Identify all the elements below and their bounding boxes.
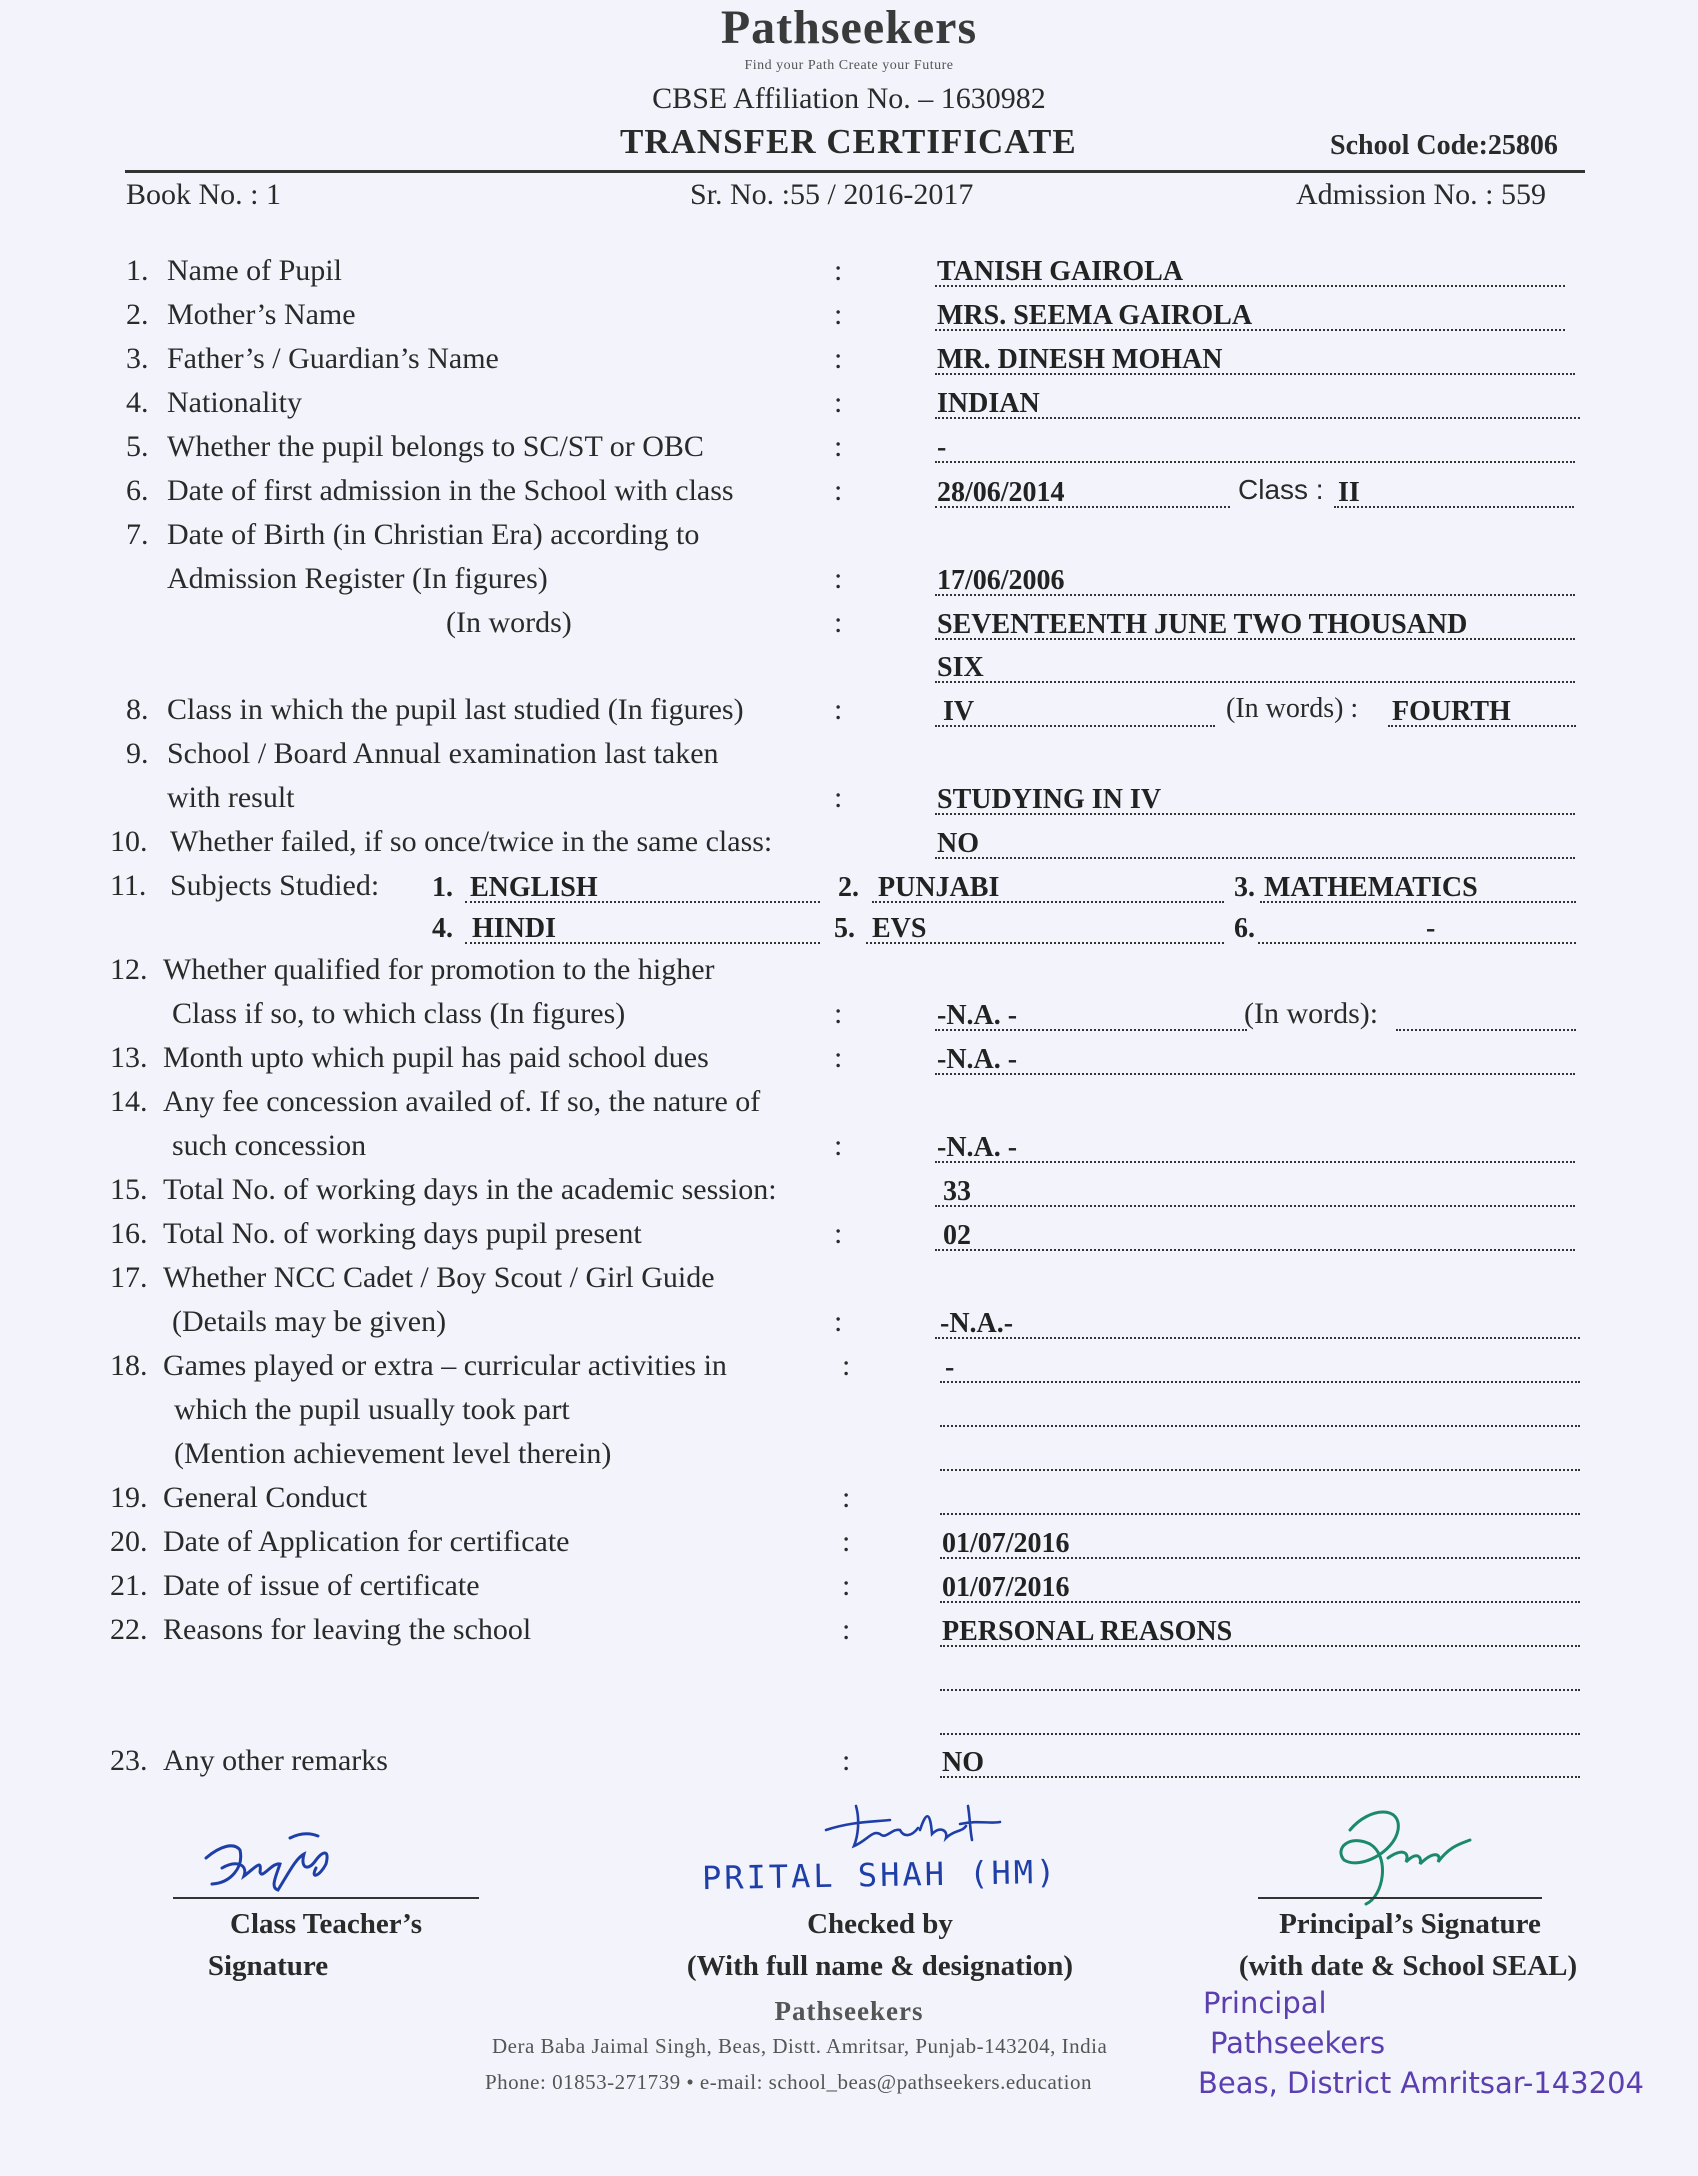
dotted-line [940,1557,1580,1559]
field-number: 18. [110,1349,148,1382]
field-number: 11. [110,869,147,902]
exam-result-value: STUDYING IN IV [937,784,1162,815]
dotted-line [935,813,1575,815]
dob-words-value: SEVENTEENTH JUNE TWO THOUSAND [937,609,1468,640]
colon: : [842,1525,851,1558]
dotted-line [935,1337,1580,1339]
colon: : [842,1744,851,1777]
dotted-line [940,1381,1580,1383]
footer-contact: Phone: 01853-271739 • e-mail: school_beas@pathseekers.education [485,2070,1092,2094]
dotted-line [935,329,1565,331]
class-teacher-caption-line2: Signature [207,1950,329,1982]
mother-name-value: MRS. SEEMA GAIROLA [937,300,1253,331]
class-teacher-caption: Class Teacher’s [230,1908,422,1940]
nationality-value: INDIAN [937,388,1040,419]
colon: : [834,474,843,507]
colon: : [834,298,843,331]
principal-caption-line2: (with date & School SEAL) [1238,1950,1578,1982]
field-label: with result [167,781,295,814]
field-label: Date of first admission in the School with class [167,474,734,507]
subject-item: PUNJABI [878,872,1000,903]
field-label: Month upto which pupil has paid school dues [163,1041,709,1074]
field-label: (Details may be given) [172,1305,447,1338]
in-words-label: (In words) : [1226,693,1359,724]
field-label: Class in which the pupil last studied (In figures) [167,693,744,726]
remarks-value: NO [942,1747,984,1778]
subject-item: MATHEMATICS [1264,872,1478,903]
dotted-line [1258,942,1576,944]
field-number: 22. [110,1613,148,1646]
fee-concession-value: -N.A. - [937,1132,1018,1163]
dotted-line [935,461,1575,463]
principal-caption: Principal’s Signature [1279,1908,1541,1940]
stamp-line: Principal [1203,1986,1327,2020]
field-label: Reasons for leaving the school [163,1613,532,1646]
field-label: such concession [172,1129,367,1162]
checked-by-caption-line2: (With full name & designation) [686,1950,1074,1982]
colon: : [834,254,843,287]
field-label: Whether failed, if so once/twice in the same class: [170,825,773,858]
dotted-line [940,1601,1580,1603]
pupil-name-value: TANISH GAIROLA [937,256,1184,287]
field-label: Father’s / Guardian’s Name [167,342,499,375]
dob-figures-value: 17/06/2006 [937,565,1065,596]
dues-paid-value: -N.A. - [937,1044,1018,1075]
field-number: 15. [110,1173,148,1206]
field-number: 12. [110,953,148,986]
subject-item: - [1426,913,1436,944]
class-label: Class : [1238,474,1324,505]
admission-date-value: 28/06/2014 [937,477,1065,508]
field-label: Any other remarks [163,1744,388,1777]
admission-number: Admission No. : 559 [1296,178,1547,211]
dotted-line [935,857,1575,859]
field-number: 19. [110,1481,148,1514]
field-label: Total No. of working days pupil present [163,1217,642,1250]
field-number: 3. [126,342,149,375]
subject-number: 6. [1234,913,1255,944]
field-label: Total No. of working days in the academic session: [163,1173,777,1206]
field-number: 17. [110,1261,148,1294]
checked-by-handwritten-name: PRITAL SHAH (HM) [701,1852,1059,1898]
field-number: 1. [126,254,149,287]
dotted-line [1396,1029,1576,1031]
subject-item: EVS [872,913,927,944]
dotted-line [935,681,1575,683]
colon: : [842,1569,851,1602]
field-number: 14. [110,1085,148,1118]
field-label: which the pupil usually took part [174,1393,570,1426]
dotted-line [940,1733,1580,1735]
dotted-line [935,1249,1575,1251]
dotted-line [935,638,1575,640]
field-number: 7. [126,518,149,551]
subject-number: 4. [432,913,453,944]
dotted-line [935,506,1230,508]
school-code: School Code:25806 [1330,130,1558,161]
dotted-line [935,725,1215,727]
field-number: 9. [126,737,149,770]
colon: : [842,1613,851,1646]
dotted-line [940,1469,1580,1471]
dotted-line [935,1073,1575,1075]
dotted-line [935,594,1575,596]
colon: : [834,342,843,375]
signature-line [1258,1897,1542,1899]
dotted-line [866,942,1224,944]
dotted-line [940,1513,1580,1515]
field-number: 4. [126,386,149,419]
field-number: 6. [126,474,149,507]
stamp-line: Pathseekers [1210,2026,1386,2060]
field-label: Admission Register (In figures) [167,562,548,595]
colon: : [834,997,843,1030]
field-label: General Conduct [163,1481,368,1514]
serial-number: Sr. No. :55 / 2016-2017 [690,178,974,211]
colon: : [834,781,843,814]
field-label: Mother’s Name [167,298,356,331]
colon: : [834,1217,843,1250]
dotted-line [465,942,820,944]
dob-words-value-line2: SIX [937,652,984,683]
colon: : [834,386,843,419]
dotted-line [872,901,1224,903]
checked-by-signature [820,1800,1020,1856]
dotted-line [935,1029,1247,1031]
dotted-line [935,1161,1575,1163]
footer-address: Dera Baba Jaimal Singh, Beas, Distt. Amritsar, Punjab-143204, India [492,2034,1108,2058]
leaving-reason-value: PERSONAL REASONS [942,1616,1233,1647]
dotted-line [940,1645,1580,1647]
field-number: 21. [110,1569,148,1602]
colon: : [834,606,843,639]
in-words-label: (In words) [446,606,572,639]
field-label: Whether the pupil belongs to SC/ST or OBC [167,430,704,463]
dotted-line [1334,506,1574,508]
class-teacher-signature [200,1828,350,1898]
issue-date-value: 01/07/2016 [942,1572,1070,1603]
field-label: Subjects Studied: [170,869,380,902]
last-class-value: IV [943,696,975,727]
failed-value: NO [937,828,979,859]
admission-class-value: II [1338,477,1360,508]
affiliation-number: CBSE Affiliation No. – 1630982 [652,82,1046,115]
field-label: Class if so, to which class (In figures) [172,997,626,1030]
dotted-line [465,901,820,903]
colon: : [834,430,843,463]
category-value: - [937,432,947,463]
field-label: Whether qualified for promotion to the higher [163,953,715,986]
dotted-line [1260,901,1576,903]
subject-number: 3. [1234,872,1255,903]
field-number: 13. [110,1041,148,1074]
last-class-words-value: FOURTH [1392,696,1511,727]
field-label: Any fee concession availed of. If so, the nature of [163,1085,761,1118]
field-number: 5. [126,430,149,463]
subject-item: ENGLISH [470,872,598,903]
father-name-value: MR. DINESH MOHAN [937,344,1223,375]
subject-item: HINDI [472,913,557,944]
dotted-line [1388,725,1576,727]
activities-value: - [945,1352,955,1383]
signature-line [173,1897,479,1899]
field-label: (Mention achievement level therein) [174,1437,612,1470]
school-tagline: Find your Path Create your Future [744,58,954,73]
colon: : [842,1481,851,1514]
field-number: 10. [110,825,148,858]
field-label: Nationality [167,386,302,419]
field-number: 20. [110,1525,148,1558]
field-number: 23. [110,1744,148,1777]
field-label: Whether NCC Cadet / Boy Scout / Girl Guide [163,1261,715,1294]
stamp-line: Beas, District Amritsar-143204 [1198,2066,1644,2100]
dotted-line [940,1776,1580,1778]
dotted-line [935,285,1565,287]
header-rule [125,170,1585,173]
field-label: Date of issue of certificate [163,1569,480,1602]
promotion-value: -N.A. - [937,1000,1018,1031]
field-label: Date of Birth (in Christian Era) according to [167,518,700,551]
in-words-label: (In words): [1244,997,1379,1030]
principal-signature [1310,1800,1510,1910]
dotted-line [940,1425,1580,1427]
field-number: 8. [126,693,149,726]
colon: : [834,1129,843,1162]
field-label: Name of Pupil [167,254,342,287]
colon: : [834,1041,843,1074]
dotted-line [935,1205,1575,1207]
field-label: Date of Application for certificate [163,1525,570,1558]
colon: : [842,1349,851,1382]
certificate-title: TRANSFER CERTIFICATE [620,122,1077,161]
application-date-value: 01/07/2016 [942,1528,1070,1559]
dotted-line [935,417,1580,419]
footer-school-name: Pathseekers [774,1996,924,2026]
subject-number: 5. [834,913,855,944]
working-days-value: 33 [943,1176,971,1207]
dotted-line [940,1689,1580,1691]
field-label: Games played or extra – curricular activities in [163,1349,727,1382]
checked-by-caption: Checked by [807,1908,953,1940]
subject-number: 1. [432,872,453,903]
field-label: School / Board Annual examination last taken [167,737,719,770]
colon: : [834,693,843,726]
days-present-value: 02 [943,1220,971,1251]
colon: : [834,1305,843,1338]
dotted-line [935,373,1575,375]
colon: : [834,562,843,595]
school-name: Pathseekers [720,1,978,54]
field-number: 2. [126,298,149,331]
subject-number: 2. [838,872,859,903]
field-number: 16. [110,1217,148,1250]
ncc-value: -N.A.- [940,1308,1014,1339]
book-number: Book No. : 1 [126,178,282,211]
